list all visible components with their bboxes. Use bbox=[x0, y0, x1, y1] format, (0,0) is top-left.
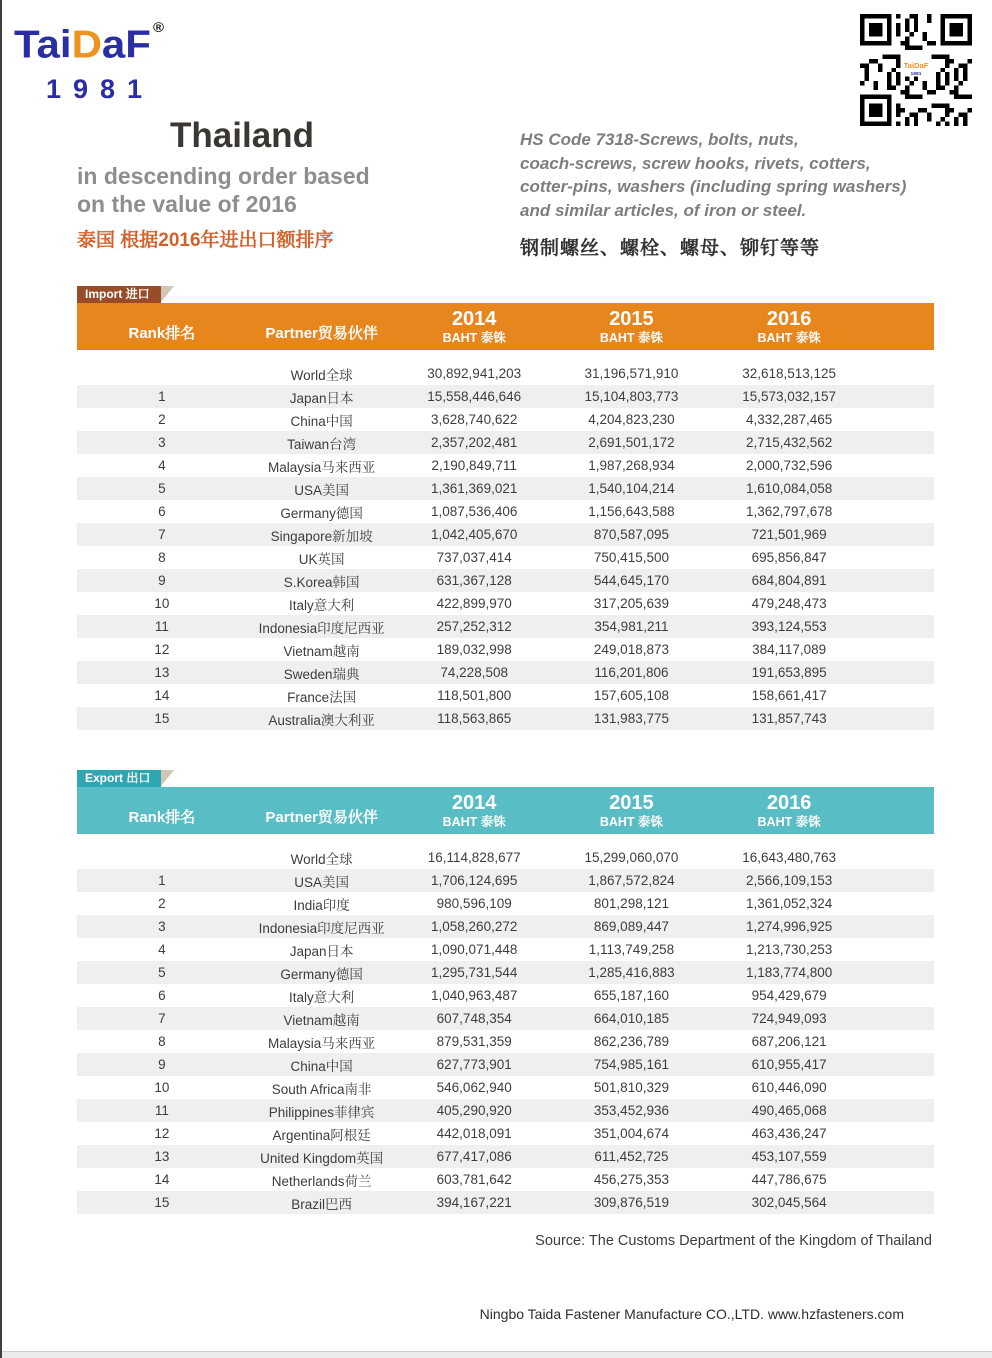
value-2015-cell: 4,204,823,230 bbox=[588, 412, 675, 427]
table-row bbox=[77, 1168, 934, 1191]
company-footer: Ningbo Taida Fastener Manufacture CO.,LTD. www.hzfasteners.com bbox=[479, 1306, 904, 1322]
value-2015-cell: 862,236,789 bbox=[593, 1034, 669, 1049]
value-2014-cell: 257,252,312 bbox=[436, 619, 512, 634]
brand-year: 1981 bbox=[46, 74, 155, 104]
partner-cell: Germany德国 bbox=[280, 966, 363, 982]
value-2016-cell: 479,248,473 bbox=[751, 596, 827, 611]
partner-cell: Italy意大利 bbox=[289, 597, 355, 613]
value-2014-cell: 30,892,941,203 bbox=[427, 366, 522, 381]
filler-cell bbox=[867, 1168, 934, 1191]
table-row bbox=[77, 592, 934, 615]
filler-cell bbox=[867, 1122, 934, 1145]
table-row bbox=[77, 500, 934, 523]
rank-cell: 11 bbox=[154, 619, 169, 634]
value-2014-cell: 1,042,405,670 bbox=[431, 527, 518, 542]
table-row bbox=[77, 431, 934, 454]
value-2014-cell: 879,531,359 bbox=[436, 1034, 512, 1049]
table-row bbox=[77, 1122, 934, 1145]
rank-cell: 14 bbox=[154, 1172, 170, 1187]
rank-cell: 15 bbox=[154, 711, 170, 726]
import-tab: Import 进口 bbox=[77, 286, 161, 303]
filler-cell bbox=[867, 1099, 934, 1122]
partner-cell: Germany德国 bbox=[280, 505, 363, 521]
value-2015-cell: 1,285,416,883 bbox=[588, 965, 675, 980]
value-2014-cell: 2,357,202,481 bbox=[431, 435, 518, 450]
value-2014-cell: 1,058,260,272 bbox=[431, 919, 518, 934]
value-2016-cell: 158,661,417 bbox=[751, 688, 827, 703]
filler-cell bbox=[867, 961, 934, 984]
table-row bbox=[77, 915, 934, 938]
rank-cell bbox=[77, 846, 247, 869]
value-2016-cell: 1,213,730,253 bbox=[745, 942, 833, 957]
table-row bbox=[77, 938, 934, 961]
table-row bbox=[77, 546, 934, 569]
table-row bbox=[77, 684, 934, 707]
hs-code-block bbox=[520, 128, 960, 260]
currency-unit-label: BAHT 泰铢 bbox=[442, 331, 506, 345]
table-row bbox=[77, 615, 934, 638]
filler-cell bbox=[867, 477, 934, 500]
value-2015-cell: 31,196,571,910 bbox=[584, 366, 679, 381]
value-2015-cell: 131,983,775 bbox=[593, 711, 669, 726]
column-header-2016 bbox=[711, 303, 867, 350]
filler-cell bbox=[867, 1145, 934, 1168]
partner-cell: World全球 bbox=[290, 367, 353, 383]
partner-cell: United Kingdom英国 bbox=[260, 1150, 384, 1166]
table-row bbox=[77, 408, 934, 431]
value-2014-cell: 394,167,221 bbox=[436, 1195, 512, 1210]
table-row bbox=[77, 1099, 934, 1122]
rank-cell: 5 bbox=[158, 965, 166, 980]
value-2014-cell: 1,087,536,406 bbox=[431, 504, 518, 519]
value-2016-cell: 1,183,774,800 bbox=[745, 965, 833, 980]
column-header-partner: Partner贸易伙伴 bbox=[265, 809, 378, 826]
value-2016-cell: 2,715,432,562 bbox=[745, 435, 833, 450]
hs-code-line: coach-screws, screw hooks, rivets, cotters, bbox=[520, 153, 871, 173]
export-tab-row bbox=[77, 770, 934, 787]
rank-cell: 5 bbox=[158, 481, 166, 496]
value-2016-cell: 463,436,247 bbox=[751, 1126, 827, 1141]
rank-cell: 8 bbox=[158, 1034, 166, 1049]
value-2014-cell: 1,090,071,448 bbox=[431, 942, 518, 957]
value-2014-cell: 677,417,086 bbox=[436, 1149, 512, 1164]
year-label: 2015 bbox=[609, 792, 654, 814]
table-row bbox=[77, 477, 934, 500]
value-2016-cell: 32,618,513,125 bbox=[742, 366, 837, 381]
value-2015-cell: 2,691,501,172 bbox=[588, 435, 675, 450]
import-table-body bbox=[77, 362, 934, 730]
value-2014-cell: 1,295,731,544 bbox=[431, 965, 518, 980]
filler-cell bbox=[867, 1030, 934, 1053]
partner-cell: Malaysia马来西亚 bbox=[268, 1035, 376, 1051]
currency-unit-label: BAHT 泰铢 bbox=[442, 815, 506, 829]
filler-cell bbox=[867, 362, 934, 385]
value-2015-cell: 501,810,329 bbox=[593, 1080, 669, 1095]
rank-cell: 13 bbox=[154, 1149, 170, 1164]
title-block bbox=[77, 116, 407, 252]
subtitle-line: on the value of 2016 bbox=[77, 191, 297, 217]
rank-cell: 4 bbox=[158, 942, 166, 957]
value-2016-cell: 384,117,089 bbox=[752, 642, 827, 657]
export-table-section bbox=[77, 770, 934, 1214]
rank-cell: 12 bbox=[154, 642, 170, 657]
value-2014-cell: 1,040,963,487 bbox=[431, 988, 518, 1003]
brand-text-blue: Tai bbox=[14, 22, 72, 66]
filler-cell bbox=[867, 1007, 934, 1030]
value-2016-cell: 15,573,032,157 bbox=[742, 389, 837, 404]
partner-cell: Japan日本 bbox=[289, 943, 354, 959]
rank-cell: 3 bbox=[158, 435, 166, 450]
partner-cell: USA美国 bbox=[294, 874, 350, 890]
partner-cell: Malaysia马来西亚 bbox=[268, 459, 376, 475]
table-row bbox=[77, 707, 934, 730]
column-header-rank: Rank排名 bbox=[128, 809, 196, 826]
value-2016-cell: 724,949,093 bbox=[751, 1011, 827, 1026]
value-2016-cell: 695,856,847 bbox=[751, 550, 827, 565]
rank-cell: 6 bbox=[158, 504, 166, 519]
value-2015-cell: 869,089,447 bbox=[593, 919, 669, 934]
column-header-2015 bbox=[552, 787, 711, 834]
partner-cell: USA美国 bbox=[294, 482, 350, 498]
partner-cell: World全球 bbox=[290, 851, 353, 867]
value-2016-cell: 1,362,797,678 bbox=[745, 504, 833, 519]
rank-cell: 11 bbox=[154, 1103, 169, 1118]
value-2016-cell: 16,643,480,763 bbox=[742, 850, 837, 865]
filler-cell bbox=[867, 846, 934, 869]
currency-unit-label: BAHT 泰铢 bbox=[599, 815, 664, 829]
value-2015-cell: 750,415,500 bbox=[593, 550, 669, 565]
rank-cell bbox=[77, 362, 247, 385]
rank-cell: 1 bbox=[158, 873, 166, 888]
table-row bbox=[77, 961, 934, 984]
table-row bbox=[77, 846, 934, 869]
partner-cell: South Africa南非 bbox=[271, 1081, 372, 1097]
filler-cell bbox=[867, 869, 934, 892]
value-2014-cell: 603,781,642 bbox=[436, 1172, 512, 1187]
table-row bbox=[77, 984, 934, 1007]
value-2016-cell: 191,653,895 bbox=[751, 665, 827, 680]
value-2014-cell: 1,361,369,021 bbox=[431, 481, 518, 496]
partner-cell: France法国 bbox=[287, 689, 357, 705]
value-2015-cell: 611,452,725 bbox=[594, 1149, 669, 1164]
value-2014-cell: 422,899,970 bbox=[436, 596, 512, 611]
value-2016-cell: 687,206,121 bbox=[751, 1034, 827, 1049]
value-2015-cell: 1,987,268,934 bbox=[588, 458, 675, 473]
column-header-rank: Rank排名 bbox=[128, 325, 196, 342]
registered-trademark-icon: ® bbox=[152, 19, 164, 36]
hs-code-chinese: 钢制螺丝、螺栓、螺母、铆钉等等 bbox=[520, 238, 821, 259]
value-2015-cell: 1,540,104,214 bbox=[588, 481, 675, 496]
value-2014-cell: 74,228,508 bbox=[440, 665, 508, 680]
value-2015-cell: 754,985,161 bbox=[593, 1057, 669, 1072]
partner-cell: Argentina阿根廷 bbox=[272, 1127, 371, 1143]
column-header-partner: Partner贸易伙伴 bbox=[265, 325, 378, 342]
partner-cell: Indonesia印度尼西亚 bbox=[258, 620, 385, 636]
header-spacer bbox=[867, 303, 934, 350]
value-2016-cell: 4,332,287,465 bbox=[745, 412, 833, 427]
value-2015-cell: 317,205,639 bbox=[593, 596, 669, 611]
partner-cell: UK英国 bbox=[298, 551, 345, 567]
header-spacer bbox=[867, 787, 934, 834]
filler-cell bbox=[867, 892, 934, 915]
value-2016-cell: 490,465,068 bbox=[751, 1103, 827, 1118]
value-2016-cell: 447,786,675 bbox=[751, 1172, 827, 1187]
value-2015-cell: 870,587,095 bbox=[593, 527, 669, 542]
filler-cell bbox=[867, 592, 934, 615]
value-2014-cell: 16,114,828,677 bbox=[427, 850, 521, 865]
filler-cell bbox=[867, 431, 934, 454]
rank-cell: 13 bbox=[154, 665, 170, 680]
partner-cell: S.Korea韩国 bbox=[283, 574, 360, 590]
value-2016-cell: 2,566,109,153 bbox=[745, 873, 833, 888]
table-row bbox=[77, 362, 934, 385]
value-2016-cell: 954,429,679 bbox=[751, 988, 827, 1003]
table-row bbox=[77, 569, 934, 592]
value-2015-cell: 15,104,803,773 bbox=[584, 389, 679, 404]
page-title: Thailand bbox=[170, 116, 314, 155]
filler-cell bbox=[867, 938, 934, 961]
partner-cell: Philippines菲律宾 bbox=[268, 1104, 375, 1120]
filler-cell bbox=[867, 684, 934, 707]
page-subtitle bbox=[77, 162, 407, 218]
value-2016-cell: 684,804,891 bbox=[751, 573, 827, 588]
brand-text-orange: D bbox=[71, 22, 102, 66]
export-table-body bbox=[77, 846, 934, 1214]
value-2015-cell: 351,004,674 bbox=[593, 1126, 669, 1141]
filler-cell bbox=[867, 1076, 934, 1099]
rank-cell: 2 bbox=[158, 896, 166, 911]
value-2015-cell: 1,867,572,824 bbox=[588, 873, 675, 888]
filler-cell bbox=[867, 569, 934, 592]
page-subtitle-chinese: 泰国 根据2016年进出口额排序 bbox=[77, 230, 334, 251]
value-2016-cell: 610,446,090 bbox=[751, 1080, 827, 1095]
filler-cell bbox=[867, 1191, 934, 1214]
value-2014-cell: 980,596,109 bbox=[436, 896, 512, 911]
filler-cell bbox=[867, 1053, 934, 1076]
table-row bbox=[77, 385, 934, 408]
rank-cell: 2 bbox=[158, 412, 166, 427]
year-label: 2014 bbox=[451, 792, 497, 814]
rank-cell: 9 bbox=[158, 1057, 166, 1072]
partner-cell: Japan日本 bbox=[289, 390, 354, 406]
brand-text-blue: aF bbox=[101, 22, 151, 66]
value-2016-cell: 131,857,743 bbox=[751, 711, 827, 726]
table-row bbox=[77, 1076, 934, 1099]
value-2015-cell: 353,452,936 bbox=[593, 1103, 669, 1118]
value-2014-cell: 607,748,354 bbox=[436, 1011, 512, 1026]
filler-cell bbox=[867, 500, 934, 523]
column-header-2015 bbox=[552, 303, 711, 350]
rank-cell: 7 bbox=[158, 527, 166, 542]
year-label: 2016 bbox=[766, 308, 812, 330]
value-2014-cell: 737,037,414 bbox=[436, 550, 512, 565]
import-table-section bbox=[77, 286, 934, 730]
partner-cell: China中国 bbox=[290, 413, 353, 429]
hs-code-line: cotter-pins, washers (including spring washers) bbox=[520, 177, 907, 196]
import-tab-row bbox=[77, 286, 934, 303]
partner-cell: Vietnam越南 bbox=[283, 643, 360, 659]
rank-cell: 6 bbox=[158, 988, 166, 1003]
column-header-2014 bbox=[397, 787, 552, 834]
currency-unit-label: BAHT 泰铢 bbox=[757, 331, 821, 345]
value-2014-cell: 546,062,940 bbox=[436, 1080, 512, 1095]
value-2014-cell: 631,367,128 bbox=[436, 573, 512, 588]
value-2015-cell: 354,981,211 bbox=[594, 619, 669, 634]
partner-cell: Vietnam越南 bbox=[283, 1012, 360, 1028]
value-2014-cell: 405,290,920 bbox=[436, 1103, 512, 1118]
partner-cell: Italy意大利 bbox=[289, 989, 355, 1005]
value-2014-cell: 1,706,124,695 bbox=[431, 873, 518, 888]
table-row bbox=[77, 869, 934, 892]
table-row bbox=[77, 892, 934, 915]
value-2016-cell: 1,361,052,324 bbox=[745, 896, 833, 911]
partner-cell: Netherlands荷兰 bbox=[271, 1173, 372, 1189]
filler-cell bbox=[867, 454, 934, 477]
filler-cell bbox=[867, 661, 934, 684]
rank-cell: 4 bbox=[158, 458, 166, 473]
export-table-header bbox=[77, 787, 934, 834]
value-2015-cell: 655,187,160 bbox=[593, 988, 669, 1003]
partner-cell: Sweden瑞典 bbox=[283, 666, 360, 682]
table-row bbox=[77, 661, 934, 684]
value-2014-cell: 118,563,865 bbox=[437, 711, 512, 726]
rank-cell: 10 bbox=[154, 1080, 170, 1095]
rank-cell: 1 bbox=[158, 389, 166, 404]
svg-text:TaiDaF: TaiDaF bbox=[903, 61, 929, 71]
table-row bbox=[77, 1030, 934, 1053]
value-2016-cell: 453,107,559 bbox=[751, 1149, 827, 1164]
import-table-header bbox=[77, 303, 934, 350]
value-2015-cell: 116,201,806 bbox=[594, 665, 669, 680]
rank-cell: 8 bbox=[158, 550, 166, 565]
value-2015-cell: 15,299,060,070 bbox=[584, 850, 679, 865]
value-2015-cell: 309,876,519 bbox=[593, 1195, 669, 1210]
source-note: Source: The Customs Department of the Kingdom of Thailand bbox=[535, 1233, 932, 1249]
filler-cell bbox=[867, 523, 934, 546]
currency-unit-label: BAHT 泰铢 bbox=[757, 815, 821, 829]
partner-cell: Indonesia印度尼西亚 bbox=[258, 920, 385, 936]
value-2015-cell: 456,275,353 bbox=[593, 1172, 669, 1187]
table-row bbox=[77, 638, 934, 661]
value-2014-cell: 3,628,740,622 bbox=[431, 412, 518, 427]
filler-cell bbox=[867, 408, 934, 431]
svg-text:1981: 1981 bbox=[910, 71, 922, 77]
partner-cell: Singapore新加坡 bbox=[270, 528, 373, 544]
export-tab: Export 出口 bbox=[77, 770, 161, 787]
year-label: 2014 bbox=[451, 308, 497, 330]
table-row bbox=[77, 1007, 934, 1030]
rank-cell: 12 bbox=[154, 1126, 170, 1141]
tab-fold-corner-icon bbox=[161, 770, 174, 786]
value-2015-cell: 157,605,108 bbox=[593, 688, 669, 703]
rank-cell: 9 bbox=[158, 573, 166, 588]
value-2016-cell: 302,045,564 bbox=[751, 1195, 827, 1210]
value-2015-cell: 544,645,170 bbox=[593, 573, 669, 588]
tab-fold-corner-icon bbox=[161, 286, 174, 302]
year-label: 2015 bbox=[609, 308, 654, 330]
filler-cell bbox=[867, 546, 934, 569]
value-2016-cell: 610,955,417 bbox=[751, 1057, 827, 1072]
value-2016-cell: 2,000,732,596 bbox=[745, 458, 833, 473]
value-2015-cell: 664,010,185 bbox=[593, 1011, 669, 1026]
filler-cell bbox=[867, 638, 934, 661]
filler-cell bbox=[867, 984, 934, 1007]
column-header-2016 bbox=[711, 787, 867, 834]
currency-unit-label: BAHT 泰铢 bbox=[599, 331, 664, 345]
value-2014-cell: 627,773,901 bbox=[436, 1057, 512, 1072]
subtitle-line: in descending order based bbox=[77, 163, 370, 189]
value-2016-cell: 393,124,553 bbox=[751, 619, 827, 634]
partner-cell: India印度 bbox=[293, 897, 350, 913]
table-row bbox=[77, 454, 934, 477]
brand-wordmark bbox=[14, 8, 164, 65]
value-2014-cell: 118,501,800 bbox=[437, 688, 512, 703]
partner-cell: Brazil巴西 bbox=[291, 1196, 353, 1212]
filler-cell bbox=[867, 385, 934, 408]
table-row bbox=[77, 1191, 934, 1214]
filler-cell bbox=[867, 707, 934, 730]
value-2014-cell: 15,558,446,646 bbox=[427, 389, 522, 404]
taidaf-logo bbox=[14, 8, 164, 105]
partner-cell: Australia澳大利亚 bbox=[268, 712, 375, 728]
value-2016-cell: 721,501,969 bbox=[751, 527, 827, 542]
value-2015-cell: 1,113,749,258 bbox=[588, 942, 675, 957]
rank-cell: 14 bbox=[154, 688, 170, 703]
year-label: 2016 bbox=[766, 792, 812, 814]
page-bottom-edge bbox=[2, 1351, 992, 1358]
hs-code-line: HS Code 7318-Screws, bolts, nuts, bbox=[520, 130, 799, 149]
rank-cell: 3 bbox=[158, 919, 166, 934]
value-2014-cell: 2,190,849,711 bbox=[431, 458, 517, 473]
column-header-2014 bbox=[397, 303, 552, 350]
hs-code-line: and similar articles, of iron or steel. bbox=[520, 200, 807, 220]
table-row bbox=[77, 1053, 934, 1076]
filler-cell bbox=[867, 915, 934, 938]
partner-cell: Taiwan台湾 bbox=[287, 436, 357, 452]
value-2014-cell: 442,018,091 bbox=[436, 1126, 512, 1141]
rank-cell: 7 bbox=[158, 1011, 166, 1026]
value-2016-cell: 1,274,996,925 bbox=[745, 919, 833, 934]
partner-cell: China中国 bbox=[290, 1058, 353, 1074]
value-2015-cell: 801,298,121 bbox=[593, 896, 669, 911]
qr-code bbox=[860, 14, 972, 126]
value-2015-cell: 1,156,643,588 bbox=[588, 504, 675, 519]
filler-cell bbox=[867, 615, 934, 638]
table-row bbox=[77, 523, 934, 546]
rank-cell: 15 bbox=[154, 1195, 170, 1210]
value-2016-cell: 1,610,084,058 bbox=[745, 481, 833, 496]
value-2014-cell: 189,032,998 bbox=[436, 642, 512, 657]
rank-cell: 10 bbox=[154, 596, 170, 611]
value-2015-cell: 249,018,873 bbox=[593, 642, 669, 657]
table-row bbox=[77, 1145, 934, 1168]
